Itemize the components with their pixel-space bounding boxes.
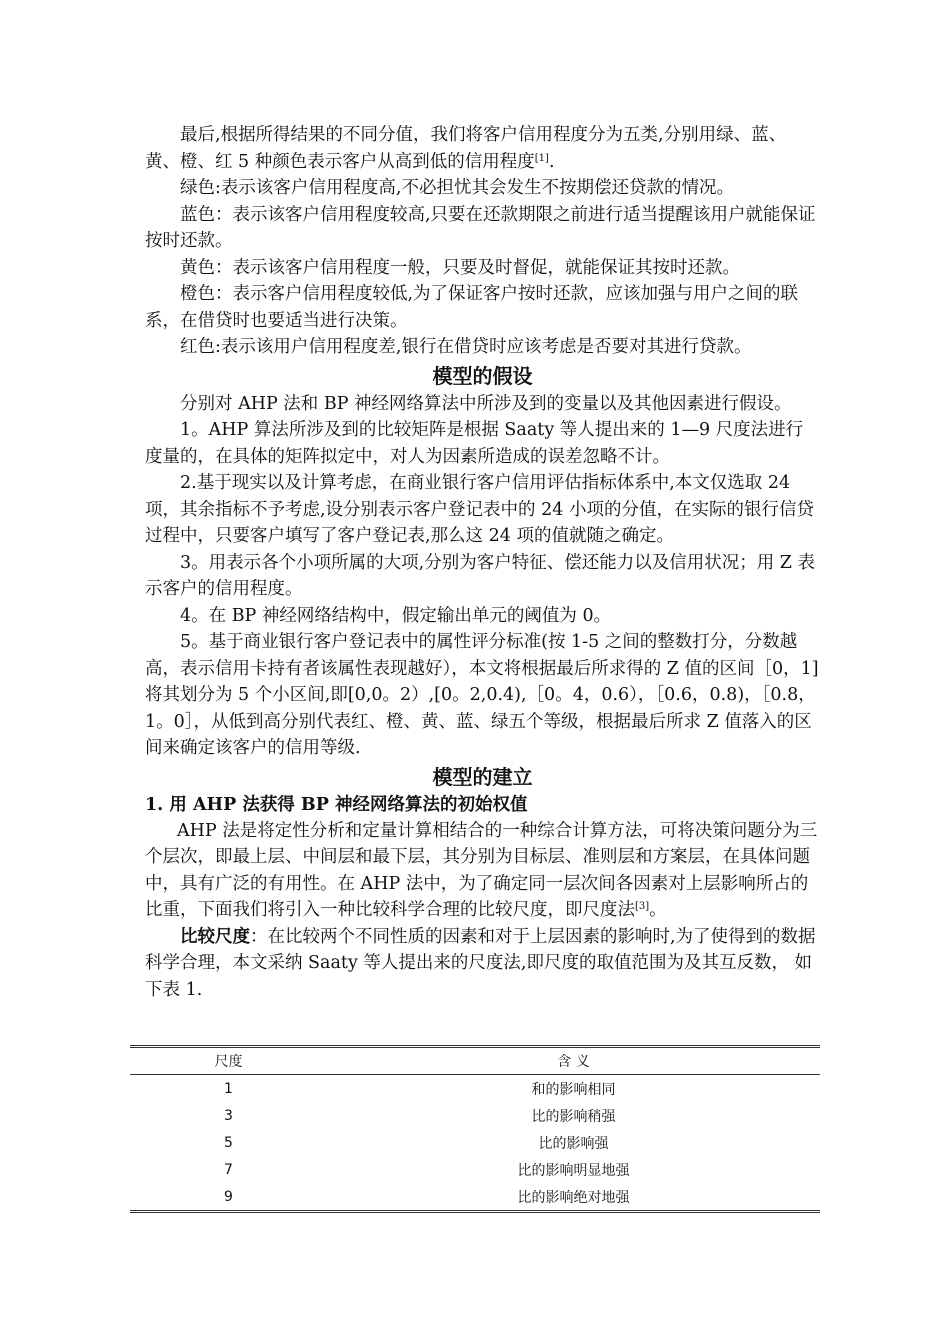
cell-scale: 5 [224, 1134, 233, 1151]
assumption-5: 5。基于商业银行客户登记表中的属性评分标准(按 1-5 之间的整数打分，分数越高，表示信用卡持有者该属性表现越好），本文将根据最后所求得的 Z 值的区间［0，1]将其划分为 5 个小区间,即[0,0。2）,[0。2,0.4),［0。4，0.6），［0.6，0.8)，［0.8，1。0］，从低到高分别代表红、橙、黄、蓝、绿五个等级，根据最后所求 Z 值落入的区间来确定该客户的信用等级. [145, 632, 819, 758]
table-row [130, 1156, 820, 1183]
period: 。 [649, 900, 667, 920]
subheading-ahp: 1. 用 AHP 法获得 BP 神经网络算法的初始权值 [145, 794, 528, 815]
assumption-4: 4。在 BP 神经网络结构中，假定输出单元的阈值为 0。 [180, 605, 612, 626]
cell-scale: 7 [224, 1161, 233, 1178]
cell-scale: 1 [224, 1080, 233, 1097]
term-scale: 比较尺度 [180, 926, 250, 947]
table-row [130, 1102, 820, 1129]
paragraph-ahp-text: AHP 法是将定性分析和定量计算相结合的一种综合计算方法，可将决策问题分为三个层次，即最上层、中间层和最下层，其分别为目标层、准则层和方案层，在具体问题中，具有广泛的有用性。在 AHP 法中，为了确定同一层次间各因素对上层影响所占的比重，下面我们将引入一种比较科学合理的比较尺度，即尺度法 [145, 820, 818, 920]
cell-scale: 3 [224, 1107, 233, 1124]
citation-1: [1] [534, 152, 549, 164]
paragraph-orange: 橙色：表示客户信用程度较低,为了保证客户按时还款，应该加强与用户之间的联系，在借贷时也要适当进行决策。 [145, 284, 799, 331]
assumption-3: 3。用表示各个小项所属的大项,分别为客户特征、偿还能力以及信用状况；用 Z 表示客户的信用程度。 [145, 552, 815, 599]
paragraph-ahp [145, 818, 820, 924]
scale-table [130, 1045, 820, 1213]
citation-3: [3] [635, 901, 650, 912]
cell-meaning: 比的影响稍强 [531, 1108, 616, 1125]
document-page [145, 122, 820, 1003]
cell-meaning: 比的影响绝对地强 [517, 1189, 630, 1206]
paragraph-green: 绿色:表示该客户信用程度高,不必担忧其会发生不按期偿还贷款的情况。 [180, 178, 734, 198]
table-row [130, 1075, 820, 1103]
paragraph-scale [145, 924, 820, 1004]
table-row [130, 1183, 820, 1212]
paragraph-scale-text: ：在比较两个不同性质的因素和对于上层因素的影响时,为了使得到的数据科学合理，本文采纳 Saaty 等人提出来的尺度法,即尺度的取值范围为及其互反数， 如下表 1. [145, 926, 816, 1000]
paragraph-red: 红色:表示该用户信用程度差,银行在借贷时应该考虑是否要对其进行贷款。 [180, 337, 752, 357]
paragraph-blue: 蓝色：表示该客户信用程度较高,只要在还款期限之前进行适当提醒该用户就能保证按时还款。 [145, 204, 816, 251]
heading-model: 模型的建立 [432, 764, 533, 789]
paragraph-assumptions-intro: 分别对 AHP 法和 BP 神经网络算法中所涉及到的变量以及其他因素进行假设。 [180, 393, 792, 414]
table-row [130, 1129, 820, 1156]
cell-meaning: 比的影响强 [538, 1135, 609, 1152]
paragraph-yellow: 黄色：表示该客户信用程度一般，只要及时督促，就能保证其按时还款。 [180, 257, 740, 278]
cell-meaning: 和的影响相同 [531, 1081, 616, 1098]
paragraph-intro-text: 最后,根据所得结果的不同分值，我们将客户信用程度分为五类,分别用绿、蓝、 [180, 125, 787, 145]
paragraph-intro-cont-text: 黄、橙、红 5 种颜色表示客户从高到低的信用程度 [145, 151, 535, 172]
column-header-scale: 尺度 [130, 1047, 327, 1075]
cell-meaning: 比的影响明显地强 [517, 1162, 630, 1179]
cell-scale: 9 [224, 1188, 233, 1205]
assumption-1: 1。AHP 算法所涉及到的比较矩阵是根据 Saaty 等人提出来的 1—9 尺度法进行度量的，在具体的矩阵拟定中，对人为因素所造成的误差忽略不计。 [145, 420, 804, 467]
period: . [548, 151, 555, 172]
heading-assumptions: 模型的假设 [432, 363, 533, 388]
assumption-2: 2.基于现实以及计算考虑，在商业银行客户信用评估指标体系中,本文仅选取 24 项，其余指标不予考虑,设分别表示客户登记表中的 24 小项的分值，在实际的银行信贷过程中，只要客户填写了客户登记表,那么这 24 项的值就随之确定。 [145, 473, 814, 546]
paragraph-intro-cont [145, 149, 820, 176]
paragraph-intro [145, 122, 820, 149]
table-header-row [130, 1047, 820, 1075]
column-header-meaning: 含 义 [327, 1047, 820, 1075]
